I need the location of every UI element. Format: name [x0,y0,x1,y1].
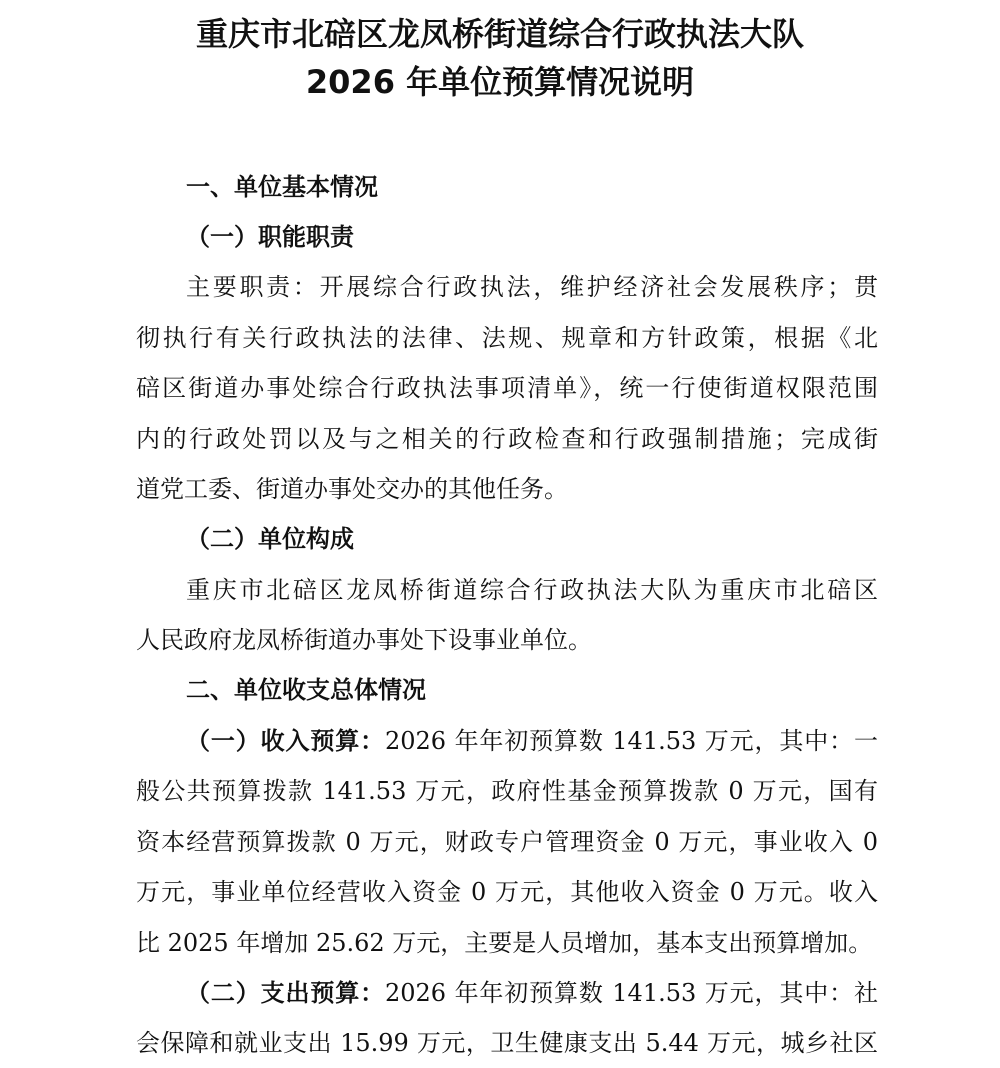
paragraph-line: 会保障和就业支出 15.99 万元，卫生健康支出 5.44 万元，城乡社区 [136,1029,878,1057]
paragraph-line: 道党工委、街道办事处交办的其他任务。 [136,475,568,503]
income-budget-line [186,726,878,756]
paragraph-line: 碚区街道办事处综合行政执法事项清单》，统一行使街道权限范围 [136,374,878,402]
paragraph-line: 内的行政处罚以及与之相关的行政检查和行政强制措施；完成街 [136,425,878,453]
document-title-line-2: 2026 年单位预算情况说明 [305,63,695,101]
subsection-heading-functions: （一）职能职责 [186,222,354,251]
document-title-line-1: 重庆市北碚区龙凤桥街道综合行政执法大队 [195,15,804,53]
expense-budget-line [186,978,878,1008]
paragraph-line: 人民政府龙凤桥街道办事处下设事业单位。 [136,626,592,654]
income-budget-text: 2026 年年初预算数 141.53 万元，其中：一 [384,727,878,755]
paragraph-line: 资本经营预算拨款 0 万元，财政专户管理资金 0 万元，事业收入 0 [136,828,878,856]
paragraph-line: 比 2025 年增加 25.62 万元，主要是人员增加，基本支出预算增加。 [136,929,873,957]
paragraph-line: 彻执行有关行政执法的法律、法规、规章和方针政策，根据《北 [136,324,878,352]
expense-budget-label: （二）支出预算： [186,979,385,1007]
paragraph-line: 般公共预算拨款 141.53 万元，政府性基金预算拨款 0 万元，国有 [136,777,878,805]
paragraph-line: 万元，事业单位经营收入资金 0 万元，其他收入资金 0 万元。收入 [136,878,878,906]
paragraph-line: 主要职责：开展综合行政执法，维护经济社会发展秩序；贯 [186,273,878,301]
expense-budget-text: 2026 年年初预算数 141.53 万元，其中：社 [384,979,878,1007]
section-heading-budget-overview: 二、单位收支总体情况 [186,676,426,704]
section-heading-basic-info: 一、单位基本情况 [186,173,378,201]
income-budget-label: （一）收入预算： [186,727,385,755]
paragraph-line: 重庆市北碚区龙凤桥街道综合行政执法大队为重庆市北碚区 [186,576,878,604]
subsection-heading-composition: （二）单位构成 [186,524,354,553]
